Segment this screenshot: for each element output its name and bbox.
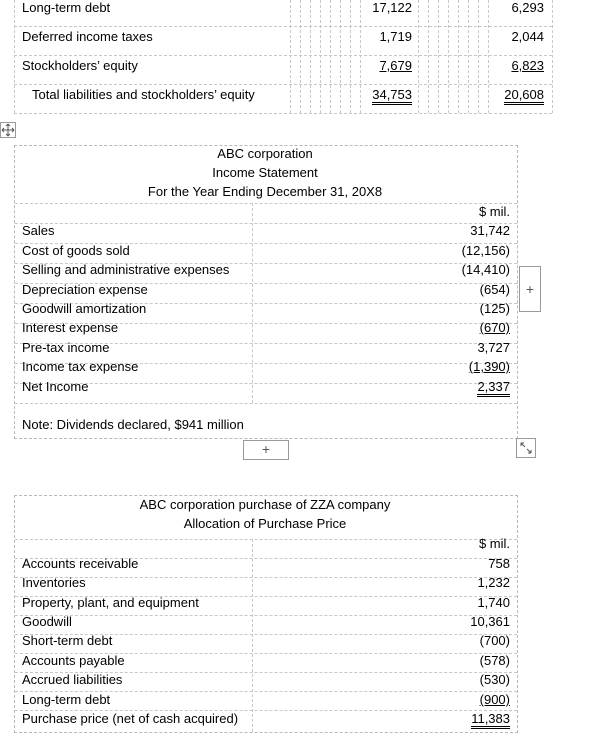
is-title-company: ABC corporation — [217, 146, 313, 161]
is-note-dividends: Note: Dividends declared, $941 million — [22, 417, 244, 432]
pa-label-inventories: Inventories — [22, 575, 86, 590]
bs-value-total-col2: 20,608 — [504, 87, 544, 105]
bs-value-long-term-debt-col2: 6,293 — [511, 0, 544, 15]
add-row-button[interactable] — [243, 440, 289, 460]
pa-label-accounts-receivable: Accounts receivable — [22, 556, 139, 571]
is-label-goodwill-amortization: Goodwill amortization — [22, 301, 147, 316]
is-label-sales: Sales — [22, 223, 55, 238]
pa-title-company: ABC corporation purchase of ZZA company — [139, 497, 391, 512]
is-label-tax: Income tax expense — [22, 359, 139, 374]
is-label-depreciation: Depreciation expense — [22, 282, 148, 297]
pa-label-accounts-payable: Accounts payable — [22, 653, 125, 668]
bs-label-stockholders-equity: Stockholders’ equity — [22, 58, 138, 73]
is-unit-label: $ mil. — [478, 204, 510, 219]
bs-value-total-col1: 34,753 — [372, 87, 412, 105]
resize-corner-icon[interactable] — [516, 438, 536, 458]
pa-title-allocation: Allocation of Purchase Price — [183, 516, 347, 531]
pa-label-purchase-price: Purchase price (net of cash acquired) — [22, 711, 239, 726]
bs-value-deferred-col2: 2,044 — [511, 29, 544, 44]
is-label-pretax: Pre-tax income — [22, 340, 110, 355]
pa-label-ppe: Property, plant, and equipment — [22, 595, 199, 610]
pa-value-accounts-payable: (578) — [479, 653, 510, 668]
bs-label-deferred-income-taxes: Deferred income taxes — [22, 29, 153, 44]
is-value-goodwill-amortization: (125) — [479, 301, 510, 316]
pa-value-inventories: 1,232 — [477, 575, 510, 590]
bs-value-deferred-col1: 1,719 — [379, 29, 412, 44]
pa-label-goodwill: Goodwill — [22, 614, 72, 629]
is-title-statement: Income Statement — [212, 165, 318, 180]
is-value-pretax: 3,727 — [477, 340, 510, 355]
pa-value-long-term-debt: (900) — [479, 692, 510, 707]
is-value-tax: (1,390) — [468, 359, 510, 374]
move-handle-icon[interactable] — [0, 122, 16, 138]
is-value-sga: (14,410) — [461, 262, 510, 277]
bs-value-equity-col2: 6,823 — [511, 58, 544, 73]
is-value-net-income: 2,337 — [477, 379, 510, 397]
pa-value-accounts-receivable: 758 — [488, 556, 510, 571]
add-row-icon: + — [261, 441, 271, 457]
bs-value-long-term-debt-col1: 17,122 — [372, 0, 412, 15]
is-value-depreciation: (654) — [479, 282, 510, 297]
pa-value-purchase-price: 11,383 — [471, 711, 510, 729]
bs-label-total-liabilities: Total liabilities and stockholders’ equity — [32, 87, 255, 102]
pa-label-accrued-liabilities: Accrued liabilities — [22, 672, 123, 687]
bs-label-long-term-debt: Long-term debt — [22, 0, 111, 15]
is-value-interest: (670) — [479, 320, 510, 335]
add-column-icon: + — [525, 281, 535, 297]
bs-value-equity-col1: 7,679 — [379, 58, 412, 73]
pa-value-ppe: 1,740 — [477, 595, 510, 610]
pa-label-short-term-debt: Short-term debt — [22, 633, 113, 648]
pa-value-short-term-debt: (700) — [479, 633, 510, 648]
is-title-period: For the Year Ending December 31, 20X8 — [147, 184, 383, 199]
is-label-cogs: Cost of goods sold — [22, 243, 130, 258]
is-value-sales: 31,742 — [470, 223, 510, 238]
pa-unit-label: $ mil. — [478, 536, 510, 551]
pa-label-long-term-debt: Long-term debt — [22, 692, 111, 707]
is-label-sga: Selling and administrative expenses — [22, 262, 230, 277]
pa-value-accrued-liabilities: (530) — [479, 672, 510, 687]
add-column-button[interactable] — [519, 266, 541, 312]
is-value-cogs: (12,156) — [461, 243, 510, 258]
is-label-net-income: Net Income — [22, 379, 89, 394]
pa-value-goodwill: 10,361 — [470, 614, 510, 629]
is-label-interest: Interest expense — [22, 320, 119, 335]
